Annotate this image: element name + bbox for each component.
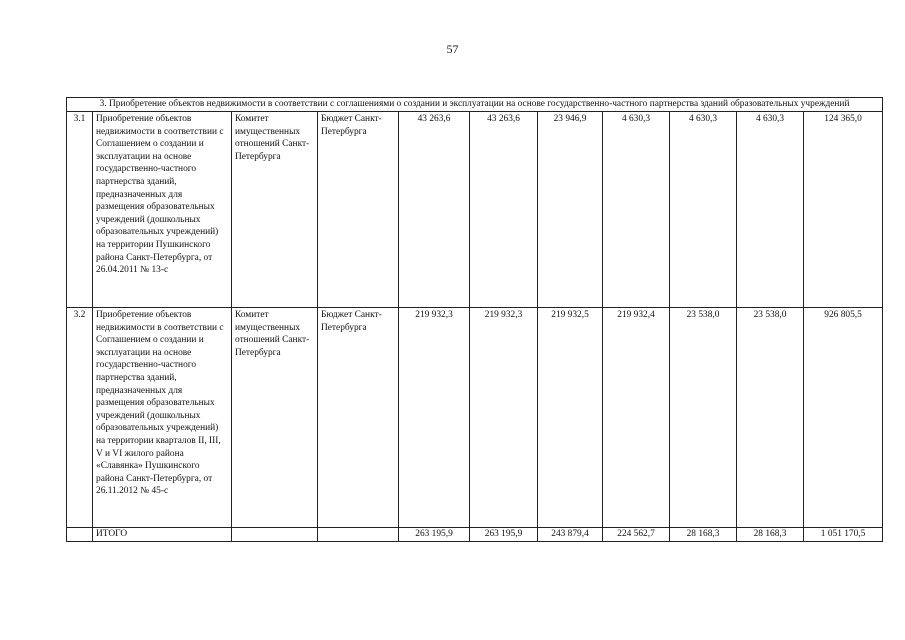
row-value: 4 630,3 (670, 112, 737, 308)
row-total-value: 926 805,5 (804, 308, 883, 528)
section-header: 3. Приобретение объектов недвижимости в соответствии с соглашениями о создании и эксплуатации на основе государственно-частного партнерства зданий образовательных учреждений (67, 98, 883, 112)
budget-table (66, 97, 883, 542)
page-number: 57 (446, 42, 459, 56)
row-value: 219 932,4 (603, 308, 670, 528)
section-header-row (67, 98, 883, 112)
row-value: 23 946,9 (538, 112, 603, 308)
total-row (67, 528, 883, 542)
row-value: 219 932,3 (470, 308, 538, 528)
row-value: 4 630,3 (603, 112, 670, 308)
total-value: 243 879,4 (538, 528, 603, 542)
total-value: 28 168,3 (670, 528, 737, 542)
total-value: 224 562,7 (603, 528, 670, 542)
row-index: 3.2 (67, 308, 93, 528)
row-total-value: 124 365,0 (804, 112, 883, 308)
grand-total-value: 1 051 170,5 (804, 528, 883, 542)
table-row (67, 112, 883, 308)
row-executor: Комитет имущественных отношений Санкт-Петербурга (232, 308, 318, 528)
total-empty-cell (232, 528, 318, 542)
row-funding-source: Бюджет Санкт-Петербурга (318, 308, 399, 528)
total-value: 263 195,9 (470, 528, 538, 542)
row-value: 219 932,3 (399, 308, 470, 528)
table-row (67, 308, 883, 528)
row-index: 3.1 (67, 112, 93, 308)
row-executor: Комитет имущественных отношений Санкт-Петербурга (232, 112, 318, 308)
total-value: 263 195,9 (399, 528, 470, 542)
total-value: 28 168,3 (737, 528, 804, 542)
row-value: 43 263,6 (470, 112, 538, 308)
row-description: Приобретение объектов недвижимости в соответствии с Соглашением о создании и эксплуатации на основе государственно-частного партнерства зданий, предназначенных для размещения образовательных учреждений (дошкольных образовательных учреждений) на территории Пушкинского района Санкт-Петербурга, от 26.04.2011 № 13-с (93, 112, 232, 308)
row-value: 4 630,3 (737, 112, 804, 308)
row-funding-source: Бюджет Санкт-Петербурга (318, 112, 399, 308)
total-index-cell (67, 528, 93, 542)
row-value: 219 932,5 (538, 308, 603, 528)
row-value: 23 538,0 (737, 308, 804, 528)
row-value: 43 263,6 (399, 112, 470, 308)
total-empty-cell (318, 528, 399, 542)
row-description: Приобретение объектов недвижимости в соответствии с Соглашением о создании и эксплуатации на основе государственно-частного партнерства зданий, предназначенных для размещения образовательных учреждений (дошкольных образовательных учреждений) на территории кварталов II, III, V и VI жилого района «Славянка» Пушкинского района Санкт-Петербурга, от 26.11.2012 № 45-с (93, 308, 232, 528)
total-label: ИТОГО (93, 528, 232, 542)
row-value: 23 538,0 (670, 308, 737, 528)
